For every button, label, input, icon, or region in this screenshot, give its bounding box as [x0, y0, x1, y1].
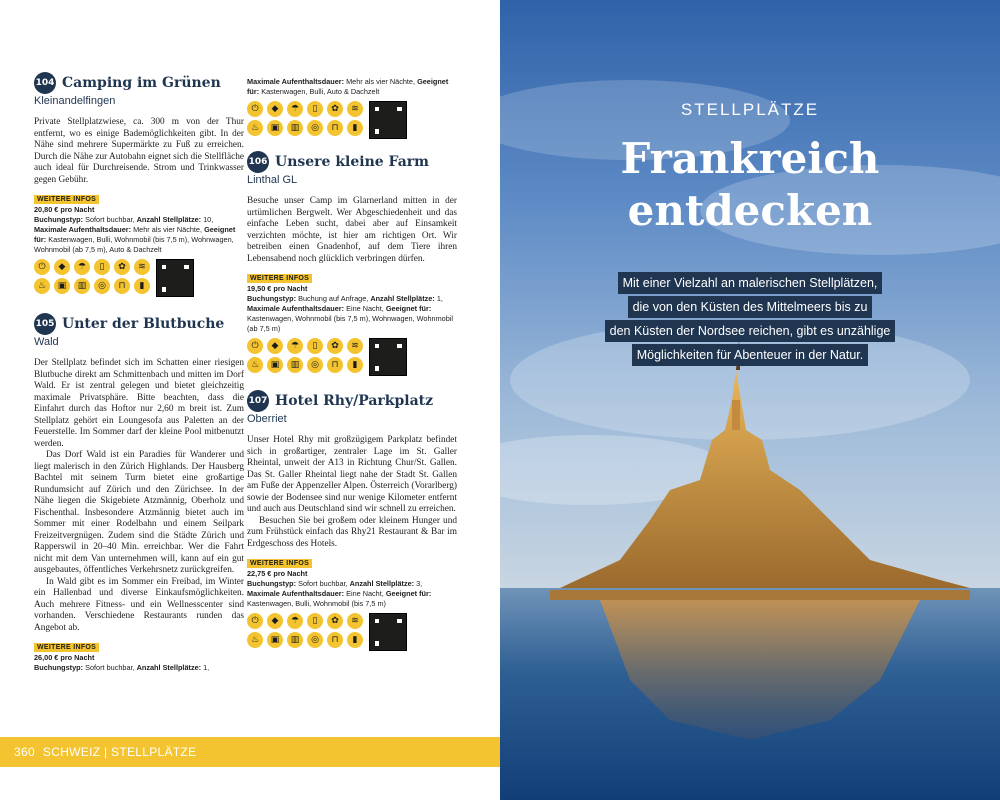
amenities-row	[247, 338, 457, 376]
stay-value: Eine Nacht,	[346, 304, 384, 313]
wifi-icon: ≋	[134, 259, 150, 275]
spots-label: Anzahl Stellplätze:	[349, 579, 415, 588]
water-drop-icon: ◆	[54, 259, 70, 275]
price-value: 26,00 € pro Nacht	[34, 653, 95, 662]
dog-icon: ✿	[114, 259, 130, 275]
entry-107	[247, 390, 457, 651]
column-right	[247, 77, 457, 655]
wifi-icon: ≋	[347, 101, 363, 117]
entry-title	[247, 151, 457, 173]
signal-icon: ▮	[347, 357, 363, 373]
stay-info	[247, 77, 457, 97]
headline	[500, 133, 1000, 237]
spots-value: 1,	[203, 663, 210, 672]
suitable-label: Geeignet für:	[385, 304, 432, 313]
shower-icon: ☂	[74, 259, 90, 275]
dog-icon: ✿	[327, 101, 343, 117]
spots-label: Anzahl Stellplätze:	[370, 294, 435, 303]
spots-label: Anzahl Stellplätze:	[136, 663, 202, 672]
booking-info	[34, 663, 244, 673]
waste-icon: ▥	[74, 278, 90, 294]
price	[34, 205, 244, 215]
waste-icon: ▥	[287, 632, 303, 648]
entry-number-badge: 105	[34, 313, 56, 335]
stay-label: Maximale Aufenthaltsdauer:	[34, 225, 132, 234]
price	[247, 284, 457, 294]
stay-info	[34, 225, 244, 255]
shower-icon: ☂	[287, 613, 303, 629]
toilet-icon: ▯	[307, 613, 323, 629]
toilet-icon: ▯	[94, 259, 110, 275]
more-info-tag: WEITERE INFOS	[247, 559, 312, 568]
paragraph: Private Stellplatzwiese, ca. 300 m von der Thur entfernt, wo es einige Bademöglichkeiten gibt. In der Nähe sind mehrere Supermärkte zu Fuß zu erreichen. Durch die Nähe zur Autobahn eignet sich die Stellfläche auch ideal für Durchreisende. Strom und Trinkwasser gegen Gebühr.	[34, 117, 244, 185]
paragraph: Der Stellplatz befindet sich im Schatten einer riesigen Blutbuche direkt am Schmittenbach und mitten im Dorf Wald. Er ist zentral gelegen und bietet gleichzeitig maximale Privatsphäre. Bitte beachten, dass die Einfahrt durch das Hoftor nur 2,60 m breit ist. Zum Stellplatz gehört ein Loungesofa aus Paletten an der Feuerstelle. Im Sommer darf der kleine Pool mitbenutzt werden.	[34, 358, 244, 449]
qr-code[interactable]	[369, 338, 407, 376]
price-value: 20,80 € pro Nacht	[34, 205, 95, 214]
lead-line: Möglichkeiten für Abenteuer in der Natur.	[632, 344, 869, 366]
booking-label: Buchungstyp:	[247, 579, 297, 588]
spots-value: 10,	[203, 215, 214, 224]
spots-label: Anzahl Stellplätze:	[136, 215, 202, 224]
stay-label: Maximale Aufenthaltsdauer:	[247, 304, 345, 313]
paragraph: Besuche unser Camp im Glarnerland mitten in der urtümlichen Bergwelt. Wer Abgeschiedenheit und das einfache Leben sucht, dabei aber auf Einsamkeit verzichten möchte, ist hier am richtigen Ort. Wir betreiben einen Gnadenhof, auf dem Tiere ihren Lebensabend noch glücklich verbringen dürfen.	[247, 196, 457, 264]
plug-icon: ⏻	[34, 259, 50, 275]
signal-icon: ▮	[134, 278, 150, 294]
entry-title	[34, 313, 244, 335]
price-value: 22,75 € pro Nacht	[247, 569, 308, 578]
amenity-icons	[34, 259, 150, 294]
campfire-icon: ♨	[247, 120, 263, 136]
entry-number-badge: 104	[34, 72, 56, 94]
entry-105-continued	[247, 77, 457, 139]
amenities-row	[34, 259, 244, 297]
water-drop-icon: ◆	[267, 101, 283, 117]
entry-location: Kleinandelfingen	[34, 95, 116, 107]
headline-line-1: Frankreich	[620, 134, 880, 183]
amenities-row	[247, 613, 457, 651]
qr-code[interactable]	[369, 101, 407, 139]
amenities-row	[247, 101, 457, 139]
wifi-icon: ≋	[347, 613, 363, 629]
tap-icon: ⊓	[327, 357, 343, 373]
plug-icon: ⏻	[247, 101, 263, 117]
booking-info	[247, 579, 457, 589]
signal-icon: ▮	[347, 120, 363, 136]
booking-label: Buchungstyp:	[34, 215, 84, 224]
entry-location: Oberriet	[247, 413, 287, 425]
suitable-value: Kastenwagen, Bulli, Wohnmobil (bis 7,5 m), Wohnwagen, Wohnmobil (ab 7,5 m), Auto & Dachzelt	[34, 235, 234, 254]
campfire-icon: ♨	[247, 632, 263, 648]
lead-line: den Küsten der Nordsee reichen, gibt es unzählige	[605, 320, 896, 342]
suitable-value: Kastenwagen, Bulli, Wohnmobil (bis 7,5 m)	[247, 599, 386, 608]
booking-label: Buchungstyp:	[34, 663, 84, 672]
stay-value: Mehr als vier Nächte,	[346, 77, 416, 86]
wifi-icon: ≋	[347, 338, 363, 354]
entry-description	[247, 196, 457, 265]
stay-info	[247, 304, 457, 334]
tap-icon: ⊓	[327, 120, 343, 136]
entry-title	[247, 390, 457, 412]
tap-icon: ⊓	[114, 278, 130, 294]
amenity-icons	[247, 338, 363, 373]
entry-description	[34, 358, 244, 634]
page-footer	[0, 737, 500, 767]
suitable-label: Geeignet für:	[385, 589, 432, 598]
booking-value: Sofort buchbar,	[298, 579, 348, 588]
more-info-tag: WEITERE INFOS	[247, 274, 312, 283]
campfire-icon: ♨	[247, 357, 263, 373]
entry-title-text: Unsere kleine Farm	[275, 154, 429, 170]
entry-title-text: Unter der Blutbuche	[62, 316, 225, 332]
entry-description	[247, 435, 457, 550]
entry-number-badge: 106	[247, 151, 269, 173]
more-info-tag: WEITERE INFOS	[34, 195, 99, 204]
entry-description	[34, 117, 244, 186]
booking-label: Buchungstyp:	[247, 294, 297, 303]
price	[34, 653, 244, 663]
paragraph: In Wald gibt es im Sommer ein Freibad, im Winter ein Hallenbad und diverse Einkaufsmöglichkeiten. Auch mehrere Fitness- und ein Wellnesscenter sind vorhanden. Verschiedene Restaurants runden das Angebot ab.	[34, 576, 244, 633]
entry-104	[34, 72, 244, 297]
entry-106	[247, 151, 457, 376]
grey-water-icon: ◎	[94, 278, 110, 294]
entry-title-text: Camping im Grünen	[62, 75, 221, 91]
trash-icon: ▣	[267, 632, 283, 648]
paragraph: Besuchen Sie bei großem oder kleinem Hunger und zum Frühstück einfach das Rhy21 Restaurant & Bar im Erdgeschoss des Hotels.	[247, 515, 457, 549]
booking-value: Sofort buchbar,	[85, 215, 135, 224]
grey-water-icon: ◎	[307, 120, 323, 136]
stay-label: Maximale Aufenthaltsdauer:	[247, 77, 345, 86]
entry-105	[34, 313, 244, 673]
suitable-label: Geeignet für:	[34, 225, 236, 244]
trash-icon: ▣	[267, 120, 283, 136]
entry-title	[34, 72, 244, 94]
stay-value: Eine Nacht,	[346, 589, 384, 598]
waste-icon: ▥	[287, 120, 303, 136]
qr-code[interactable]	[369, 613, 407, 651]
running-head: SCHWEIZ | STELLPLÄTZE	[42, 745, 197, 759]
trash-icon: ▣	[267, 357, 283, 373]
dog-icon: ✿	[327, 338, 343, 354]
water-drop-icon: ◆	[267, 338, 283, 354]
stay-value: Mehr als vier Nächte,	[133, 225, 203, 234]
mont-saint-michel-photo	[500, 0, 1000, 800]
trash-icon: ▣	[54, 278, 70, 294]
qr-code[interactable]	[156, 259, 194, 297]
toilet-icon: ▯	[307, 101, 323, 117]
lead-line: die von den Küsten des Mittelmeers bis zu	[628, 296, 873, 318]
headline-line-2: entdecken	[627, 186, 873, 235]
paragraph: Unser Hotel Rhy mit großzügigem Parkplatz befindet sich in großartiger, zentraler Lage im St. Galler Rheintal, unweit der A13 in Richtung Chur/St. Gallen. Das St. Galler Rheintal liegt nahe der Stadt St. Gallen am Fuße der Appenzeller Alpen. Österreich (Vorarlberg) sowie der Bodensee sind nur wenige Kilometer entfernt und auch aus Deutschland sind wir schnell zu erreichen.	[247, 435, 457, 514]
overline: STELLPLÄTZE	[680, 100, 820, 119]
suitable-label: Geeignet für:	[247, 77, 449, 96]
paragraph: Das Dorf Wald ist ein Paradies für Wanderer und liegt malerisch in den Zürich Highlands. Der Hausberg Bachtel mit seinem Turm bietet eine großartige Rundumsicht auf Zürich und den Zürichsee. In der Nähe liegen die Skigebiete Atzmännig, Oberholz und Fischenthal. Insbesondere Atzmännig bietet auch im Sommer mit einer Rodelbahn und einem Seilpark Freizeitvergnügen. Zudem sind die Städte Zürich und Rapperswil in 20–40 Min. erreichbar. Wer die Fahrt nicht mit dem Van unternehmen will, kann auf ein gut ausgebautes, öffentliches Verkehrsnetz zurückgreifen.	[34, 450, 244, 575]
campfire-icon: ♨	[34, 278, 50, 294]
entry-location: Linthal GL	[247, 174, 298, 186]
lead-text	[500, 272, 1000, 368]
booking-value: Sofort buchbar,	[85, 663, 135, 672]
toilet-icon: ▯	[307, 338, 323, 354]
entry-number-badge: 107	[247, 390, 269, 412]
shower-icon: ☂	[287, 101, 303, 117]
grey-water-icon: ◎	[307, 357, 323, 373]
price-value: 19,50 € pro Nacht	[247, 284, 308, 293]
entry-location: Wald	[34, 336, 59, 348]
suitable-value: Kastenwagen, Bulli, Auto & Dachzelt	[261, 87, 380, 96]
booking-info	[247, 294, 457, 304]
page-number: 360	[14, 745, 35, 759]
shower-icon: ☂	[287, 338, 303, 354]
plug-icon: ⏻	[247, 613, 263, 629]
lead-line: Mit einer Vielzahl an malerischen Stellplätzen,	[618, 272, 883, 294]
stay-label: Maximale Aufenthaltsdauer:	[247, 589, 345, 598]
plug-icon: ⏻	[247, 338, 263, 354]
suitable-value: Kastenwagen, Wohnmobil (bis 7,5 m), Wohnwagen, Wohnmobil (ab 7,5 m)	[247, 314, 454, 333]
column-left	[34, 72, 244, 673]
amenity-icons	[247, 101, 363, 136]
water-drop-icon: ◆	[267, 613, 283, 629]
spots-value: 1,	[436, 294, 443, 303]
dog-icon: ✿	[327, 613, 343, 629]
grey-water-icon: ◎	[307, 632, 323, 648]
spots-value: 3,	[416, 579, 423, 588]
signal-icon: ▮	[347, 632, 363, 648]
tap-icon: ⊓	[327, 632, 343, 648]
stay-info	[247, 589, 457, 609]
entry-title-text: Hotel Rhy/Parkplatz	[275, 393, 434, 409]
price	[247, 569, 457, 579]
amenity-icons	[247, 613, 363, 648]
right-page-feature	[500, 0, 1000, 800]
booking-info	[34, 215, 244, 225]
booking-value: Buchung auf Anfrage,	[298, 294, 369, 303]
more-info-tag: WEITERE INFOS	[34, 643, 99, 652]
waste-icon: ▥	[287, 357, 303, 373]
